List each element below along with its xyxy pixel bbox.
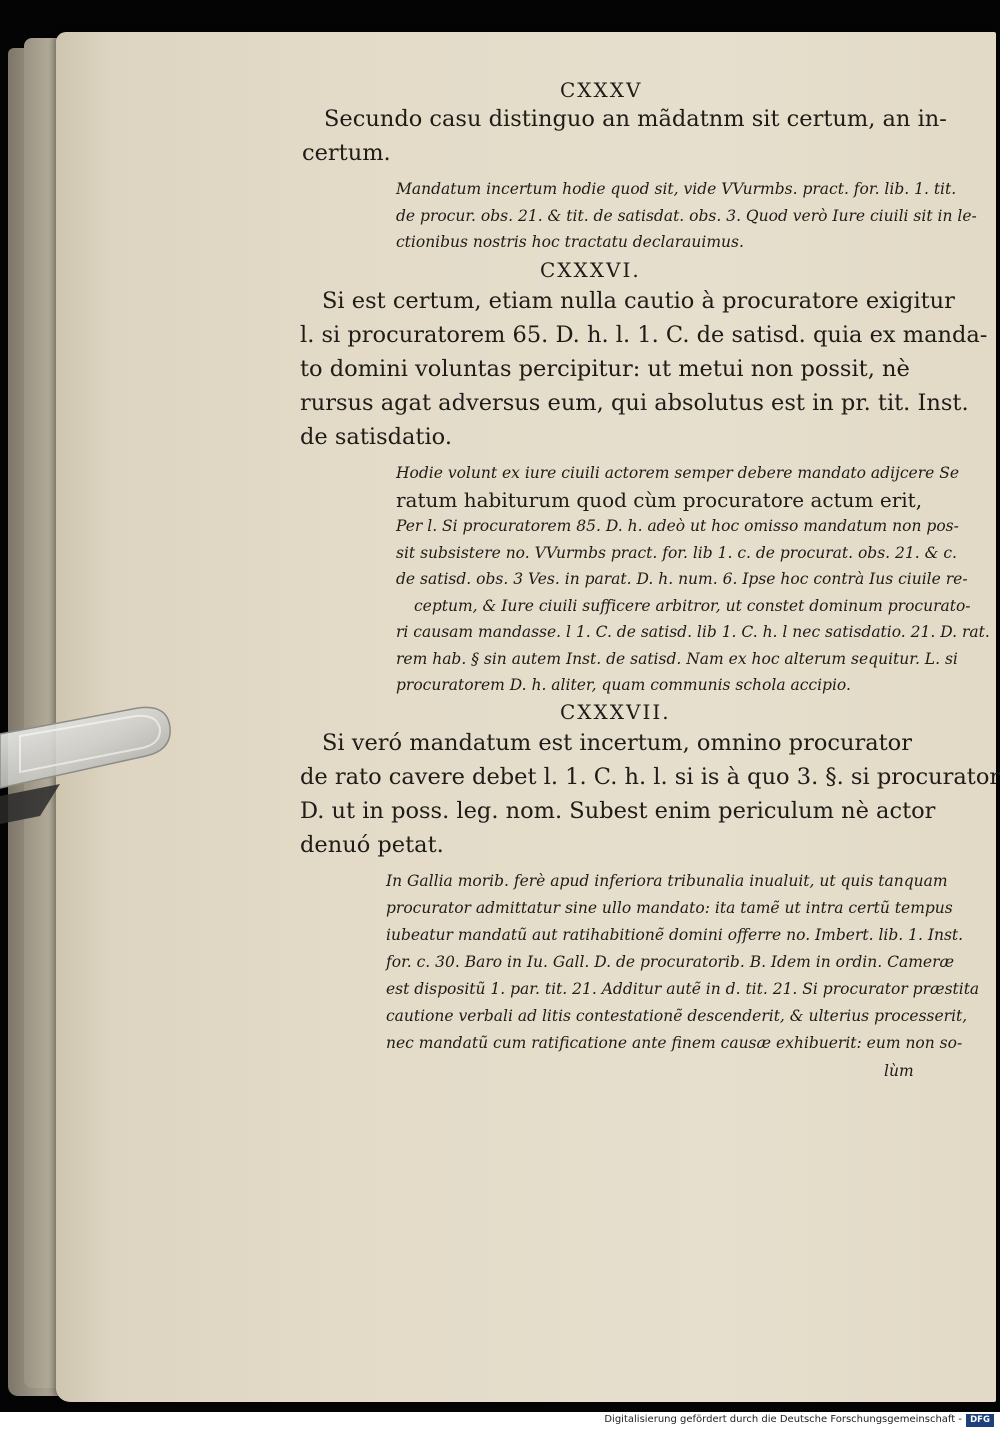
text-line: Si veró mandatum est incertum, omnino procurator <box>322 730 912 756</box>
section-number: CXXXV <box>560 78 643 102</box>
text-line: de rato cavere debet l. 1. C. h. l. si is à quo 3. §. si procurator <box>300 764 1000 790</box>
text-line: de satisdatio. <box>300 424 452 450</box>
text-line: ri causam mandasse. l 1. C. de satisd. lib 1. C. h. l nec satisdatio. 21. D. rat. <box>396 623 990 641</box>
text-line: denuó petat. <box>300 832 444 858</box>
text-line: ratum habiturum quod cùm procuratore actum erit, <box>396 487 923 512</box>
text-line: Per l. Si procuratorem 85. D. h. adeò ut hoc omisso mandatum non pos- <box>396 517 959 535</box>
text-line: rem hab. § sin autem Inst. de satisd. Nam ex hoc alterum sequitur. L. si <box>396 649 958 668</box>
text-line: de satisd. obs. 3 Ves. in parat. D. h. num. 6. Ipse hoc contrà Ius ciuile re- <box>396 570 968 588</box>
text-line: procuratorem D. h. aliter, quam communis schola accipio. <box>396 676 851 694</box>
text-line: l. si procuratorem 65. D. h. l. 1. C. de satisd. quia ex manda- <box>300 322 988 348</box>
main-text <box>302 102 947 170</box>
gloss-text <box>396 460 990 699</box>
text-line: Hodie volunt ex iure ciuili actorem semper debere mandato adijcere Se <box>396 464 960 482</box>
text-line: nec mandatũ cum ratificatione ante finem causæ exhibuerit: eum non so- <box>386 1034 963 1052</box>
text-line: ctionibus nostris hoc tractatu declarauimus. <box>396 233 744 251</box>
text-line: for. c. 30. Baro in Iu. Gall. D. de procuratorib. B. Idem in ordin. Cameræ <box>386 953 955 971</box>
text-line: certum. <box>302 140 391 166</box>
text-line: In Gallia morib. ferè apud inferiora tribunalia inualuit, ut quis tanquam <box>386 872 948 890</box>
text-line: iubeatur mandatũ aut ratihabitionẽ domini offerre no. Imbert. lib. 1. Inst. <box>386 926 964 944</box>
text-line: procurator admittatur sine ullo mandato: ita tamẽ ut intra certũ tempus <box>386 899 953 917</box>
text-line: D. ut in poss. leg. nom. Subest enim periculum nè actor <box>300 798 936 824</box>
text-line: cautione verbali ad litis contestationẽ descenderit, & ulterius processerit, <box>386 1007 968 1025</box>
main-text <box>300 284 987 454</box>
text-line: de procur. obs. 21. & tit. de satisdat. obs. 3. Quod verò Iure ciuili sit in le- <box>396 206 977 225</box>
gloss-text <box>386 868 979 1057</box>
section-number: CXXXVII. <box>560 700 671 724</box>
dfg-logo: DFG <box>966 1414 994 1427</box>
text-line: Mandatum incertum hodie quod sit, vide VVurmbs. pract. for. lib. 1. tit. <box>396 180 957 198</box>
section-number: CXXXVI. <box>540 258 641 282</box>
paper-clip-icon <box>0 706 200 826</box>
gloss-text <box>396 176 977 256</box>
text-line: ceptum, & Iure ciuili sufficere arbitror, ut constet dominum procurato- <box>414 596 971 615</box>
text-line: est dispositũ 1. par. tit. 21. Additur autẽ in d. tit. 21. Si procurator præstita <box>386 980 980 998</box>
text-line: rursus agat adversus eum, qui absolutus est in pr. tit. Inst. <box>300 390 969 416</box>
funding-notice: Digitalisierung gefördert durch die Deutsche Forschungsgemeinschaft - <box>604 1414 962 1425</box>
text-line: Secundo casu distinguo an mãdatnm sit certum, an in- <box>324 106 947 132</box>
text-line: to domini voluntas percipitur: ut metui non possit, nè <box>300 356 910 382</box>
main-text <box>300 726 1000 862</box>
text-line: sit subsistere no. VVurmbs pract. for. lib 1. c. de procurat. obs. 21. & c. <box>396 543 957 562</box>
catchword: lùm <box>884 1062 914 1080</box>
text-line: Si est certum, etiam nulla cautio à procuratore exigitur <box>322 288 955 314</box>
